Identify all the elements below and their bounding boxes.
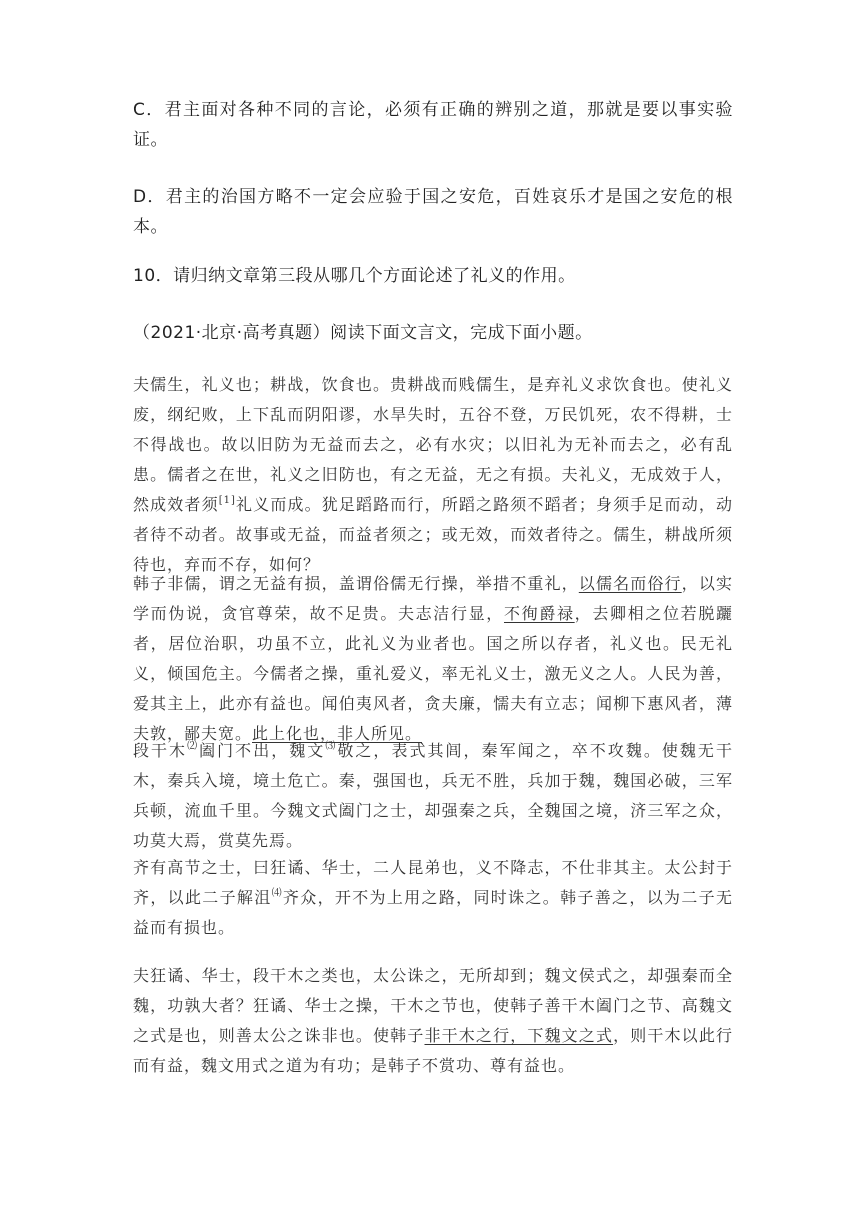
paragraph-text: 礼义而成。犹足蹈路而行，所蹈之路须不蹈者；身须手足而动，动者待不动者。故事或无益，而益者须之；或无效，而效者待之。儒生，耕战所须待也，弃而不存，如何？: [133, 495, 733, 574]
paragraph-text: 夫狂谲、华士，段干木之类也，太公诛之，无所却到；魏文侯式之，却强秦而全魏，功孰大者？狂谲、华士之操，干木之节也，使韩子善干木阖门之节、高魏文之式是也，则善太公之诛非也。使韩子: [133, 966, 733, 1045]
passage-paragraph-1: [133, 370, 733, 580]
passage-paragraph-4: [133, 853, 733, 943]
underlined-phrase: 以儒名而俗行: [578, 574, 682, 593]
paragraph-text: 齐众，开不为上用之路，同时诛之。韩子善之，以为二子无益而有损也。: [133, 888, 733, 937]
paragraph-text: 韩子非儒，谓之无益有损，盖谓俗儒无行操，举措不重礼，: [133, 574, 579, 593]
option-c: C．君主面对各种不同的言论，必须有正确的辨别之道，那就是要以事实验证。: [133, 100, 733, 150]
question-10: 10．请归纳文章第三段从哪几个方面论述了礼义的作用。: [133, 266, 576, 286]
paragraph-text: ，去卿相之位若脱躧者，居位治职，功虽不立，此礼义为业者也。国之所以存者，礼义也。民无礼义，倾国危主。今儒者之操，重礼爱义，率无礼义士，激无义之人。人民为善，爱其主上，此亦有益也。闻伯夷风者，贪夫廉，懦夫有立志；闻柳下惠风者，薄夫敦，鄙夫宽。: [133, 604, 733, 743]
passage-source: （2021·北京·高考真题）阅读下面文言文，完成下面小题。: [133, 323, 593, 343]
option-d: D．君主的治国方略不一定会应验于国之安危，百姓哀乐才是国之安危的根本。: [133, 187, 733, 237]
paragraph-text: ，以实学而伪说，贪官尊荣，故不足贵。夫志洁行显，: [133, 574, 733, 623]
paragraph-text: 敬之，表式其闾，秦军闻之，卒不攻魏。使魏无干木，秦兵入境，境土危亡。秦，强国也，兵无不胜，兵加于魏，魏国必破，三军兵顿，流血千里。今魏文式阖门之士，却强秦之兵，全魏国之境，济三军之众，功莫大焉，赏莫先焉。: [133, 741, 733, 850]
footnote-marker: ⑵: [187, 741, 200, 752]
paragraph-text: 阖门不出，魏文: [199, 741, 326, 760]
passage-paragraph-2: [133, 569, 733, 749]
footnote-marker: [1]: [218, 495, 236, 506]
footnote-marker: ⑶: [325, 741, 338, 752]
underlined-phrase: 此上化也，非人所见。: [252, 724, 423, 743]
footnote-marker: ⑷: [271, 888, 283, 899]
passage-paragraph-3: [133, 736, 733, 856]
paragraph-text: 段干木: [133, 741, 188, 760]
paragraph-text: 夫儒生，礼义也；耕战，饮食也。贵耕战而贱儒生，是弃礼义求饮食也。使礼义废，纲纪败，上下乱而阴阳谬，水旱失时，五谷不登，万民饥死，农不得耕，士不得战也。故以旧防为无益而去之，必有水灾；以旧礼为无补而去之，必有乱患。儒者之在世，礼义之旧防也，有之无益，无之有损。夫礼义，无成效于人，然成效者须: [133, 375, 733, 514]
passage-paragraph-5: [133, 961, 733, 1081]
underlined-phrase: 不徇爵禄: [503, 604, 575, 623]
paragraph-text: 齐有高节之士，曰狂谲、华士，二人昆弟也，义不降志，不仕非其主。太公封于齐，以此二子解沮: [133, 858, 733, 907]
underlined-phrase: 非干木之行，下魏文之式: [424, 1026, 614, 1045]
paragraph-text: ，则干木以此行而有益，魏文用式之道为有功；是韩子不赏功、尊有益也。: [133, 1026, 733, 1075]
